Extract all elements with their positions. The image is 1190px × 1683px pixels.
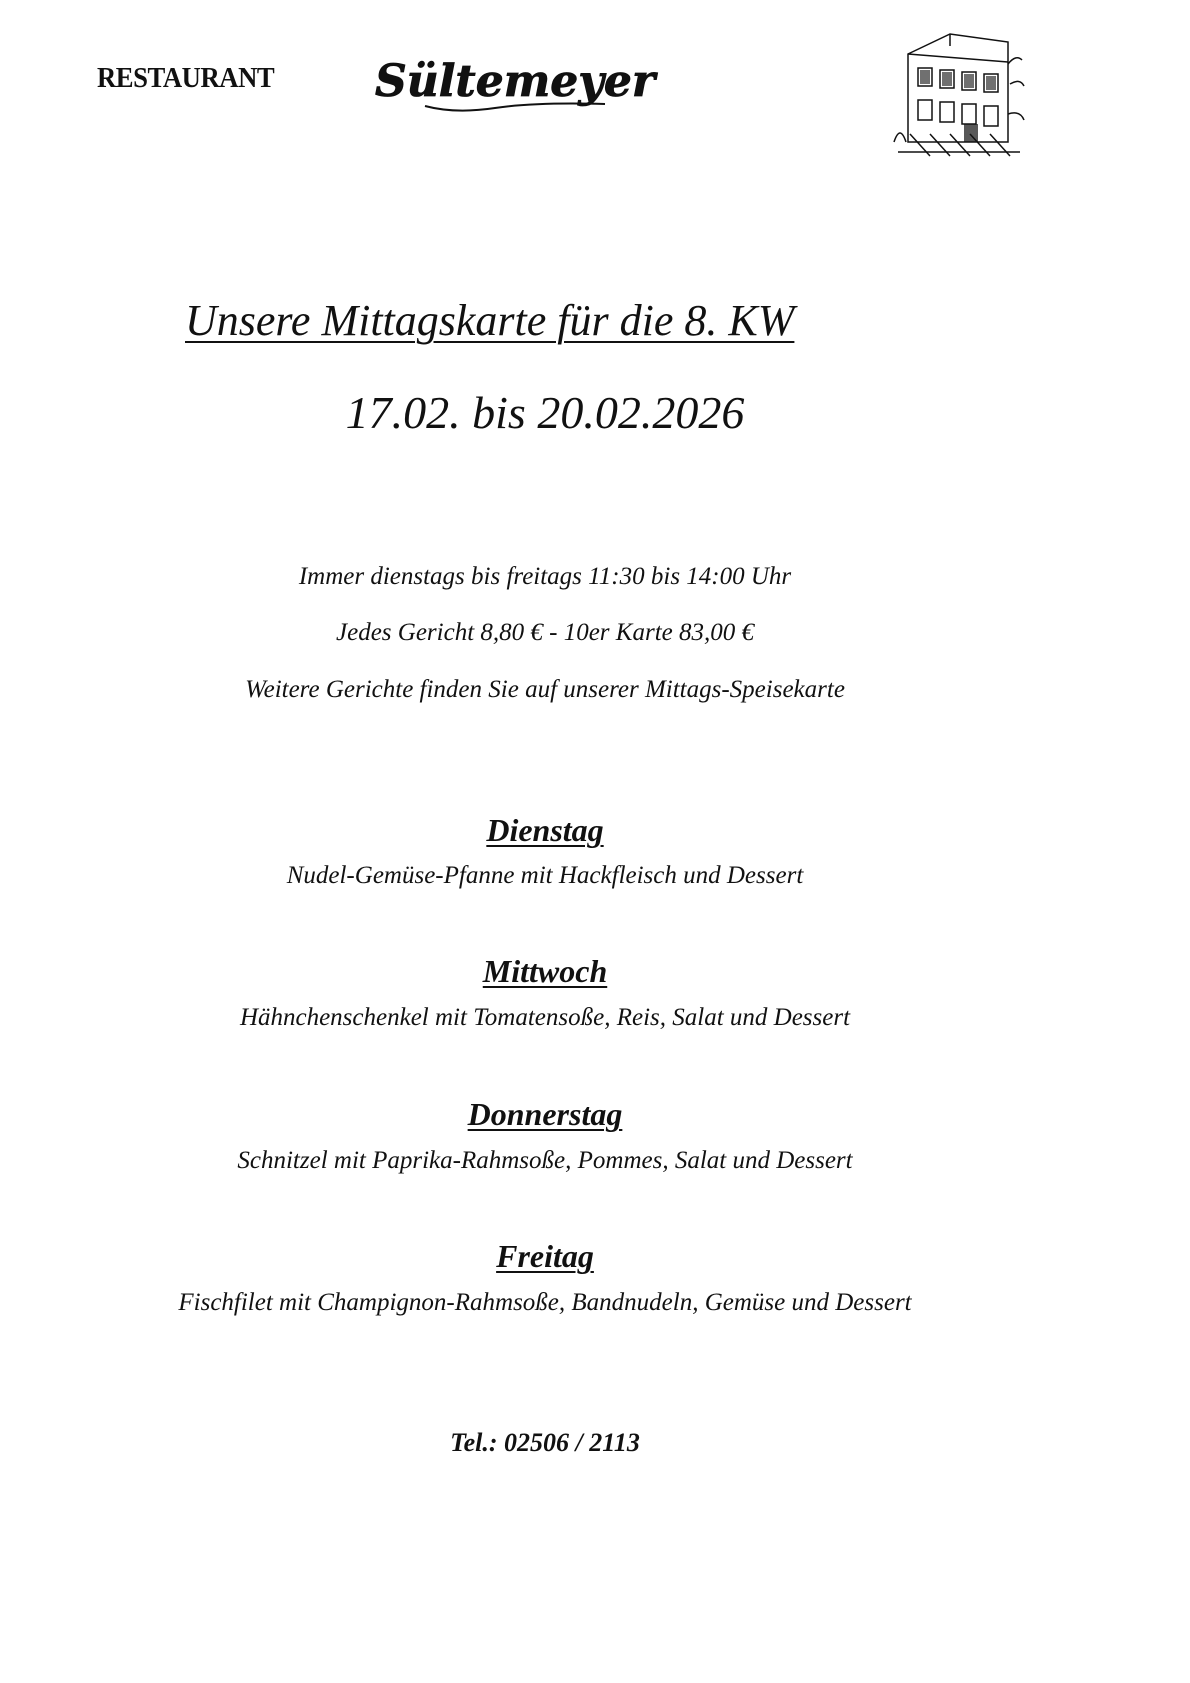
day-heading-dienstag: Dienstag bbox=[486, 812, 604, 848]
dish-donnerstag: Schnitzel mit Paprika-Rahmsoße, Pommes, Salat und Dessert bbox=[237, 1147, 853, 1174]
phone-number: Tel.: 02506 / 2113 bbox=[450, 1428, 640, 1457]
day-heading-mittwoch: Mittwoch bbox=[482, 953, 608, 989]
more-dishes-note: Weitere Gerichte finden Sie auf unserer Mittags-Speisekarte bbox=[245, 676, 845, 703]
opening-hours: Immer dienstags bis freitags 11:30 bis 14:00 Uhr bbox=[298, 563, 792, 590]
restaurant-logo bbox=[374, 50, 656, 116]
price-info: Jedes Gericht 8,80 € - 10er Karte 83,00 € bbox=[336, 619, 754, 646]
dish-dienstag: Nudel-Gemüse-Pfanne mit Hackfleisch und Dessert bbox=[286, 862, 804, 889]
day-heading-freitag: Freitag bbox=[496, 1238, 594, 1274]
date-range: 17.02. bis 20.02.2026 bbox=[345, 387, 745, 438]
dish-mittwoch: Hähnchenschenkel mit Tomatensoße, Reis, Salat und Dessert bbox=[239, 1004, 851, 1031]
building-illustration-icon bbox=[890, 24, 1028, 162]
menu-title: Unsere Mittagskarte für die 8. KW bbox=[185, 296, 795, 345]
dish-freitag: Fischfilet mit Champignon-Rahmsoße, Bandnudeln, Gemüse und Dessert bbox=[178, 1289, 912, 1316]
restaurant-label: RESTAURANT bbox=[97, 62, 275, 94]
svg-text:Sültemeyer: Sültemeyer bbox=[374, 56, 656, 107]
day-heading-donnerstag: Donnerstag bbox=[467, 1096, 623, 1132]
